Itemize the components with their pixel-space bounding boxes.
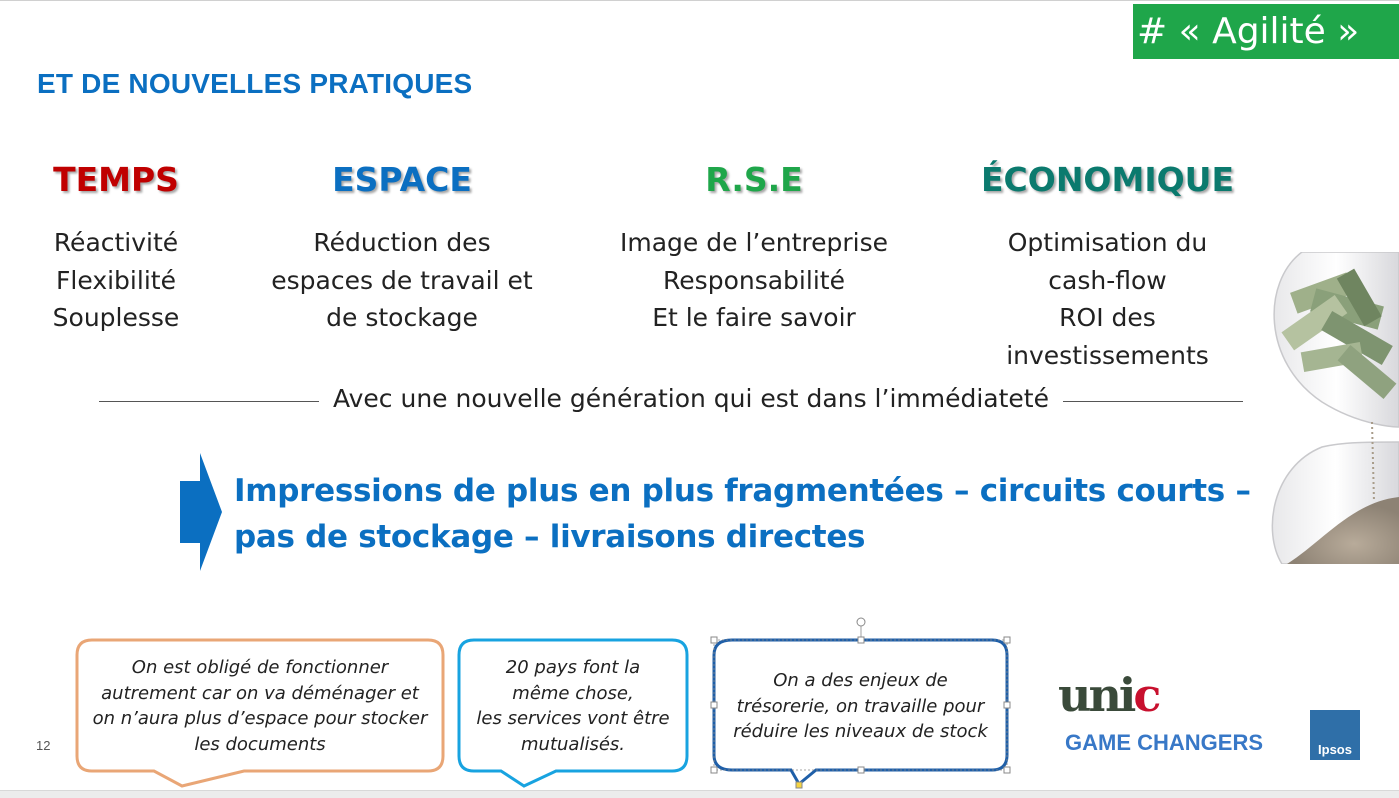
quote-bubble-treasury[interactable] xyxy=(706,614,1016,792)
column-heading: TEMPS xyxy=(53,160,179,199)
page-number: 12 xyxy=(36,738,51,753)
column-line: cash-flow xyxy=(1048,265,1167,295)
rotate-handle[interactable] xyxy=(857,618,865,626)
resize-handle[interactable] xyxy=(858,637,864,643)
bubble-line: 20 pays font la xyxy=(505,657,641,678)
column-heading: R.S.E xyxy=(705,160,803,199)
quote-bubble-countries xyxy=(456,638,690,790)
resize-handle[interactable] xyxy=(711,637,717,643)
slide-title: ET DE NOUVELLES PRATIQUES xyxy=(37,68,473,99)
bubble-line: mutualisés. xyxy=(521,733,625,755)
bubble-line: autrement car on va déménager et xyxy=(101,682,419,704)
column-line: ROI des xyxy=(1059,303,1156,332)
separator-text: Avec une nouvelle génération qui est dans l’immédiateté xyxy=(332,384,1049,413)
column-espace xyxy=(262,158,542,337)
bubble-line: On a des enjeux de xyxy=(773,670,948,691)
column-line: Responsabilité xyxy=(663,265,845,295)
column-line: de stockage xyxy=(326,303,478,332)
column-line: Optimisation du xyxy=(1007,228,1208,257)
column-economique xyxy=(965,158,1250,374)
column-line: Flexibilité xyxy=(56,265,176,295)
column-line: Réactivité xyxy=(53,228,179,257)
bubble-line: on n’aura plus d’espace pour stocker xyxy=(92,708,428,729)
bubble-line: réduire les niveaux de stock xyxy=(733,721,988,742)
column-line: Réduction des xyxy=(313,228,491,257)
hourglass-money-image xyxy=(1262,252,1399,564)
column-line: espaces de travail et xyxy=(271,265,533,295)
resize-handle[interactable] xyxy=(1004,767,1010,773)
resize-handle[interactable] xyxy=(858,767,864,773)
adjust-handle[interactable] xyxy=(796,782,802,788)
bubble-line: même chose, xyxy=(512,682,634,704)
chevron-arrow-icon xyxy=(180,453,222,571)
column-line: Souplesse xyxy=(52,303,180,332)
bubble-line: les services vont être xyxy=(476,708,670,729)
agility-tag: # « Agilité » xyxy=(1133,4,1399,59)
bubble-line: les documents xyxy=(194,733,326,755)
top-border xyxy=(0,0,1399,1)
resize-handle[interactable] xyxy=(1004,637,1010,643)
bubble-line: On est obligé de fonctionner xyxy=(131,657,389,678)
game-changers-logo: GAME CHANGERS xyxy=(1065,730,1264,755)
column-line: Et le faire savoir xyxy=(652,303,856,332)
unic-logo: unic xyxy=(1058,668,1159,722)
separator-line-right xyxy=(1063,401,1243,402)
impressions-line: Impressions de plus en plus fragmentées – circuits courts – xyxy=(234,473,1251,509)
column-heading: ESPACE xyxy=(332,160,472,199)
impressions-statement xyxy=(234,468,1251,560)
column-temps xyxy=(16,158,216,337)
resize-handle[interactable] xyxy=(711,767,717,773)
separator-line-left xyxy=(99,401,319,402)
impressions-line: pas de stockage – livraisons directes xyxy=(234,519,866,555)
quote-bubble-moving xyxy=(74,638,446,790)
bubble-line: trésorerie, on travaille pour xyxy=(736,695,985,717)
column-heading: ÉCONOMIQUE xyxy=(981,160,1234,199)
column-line: Image de l’entreprise xyxy=(620,228,888,257)
column-rse xyxy=(604,158,904,337)
column-line: investissements xyxy=(1006,340,1209,370)
ipsos-logo: Ipsos xyxy=(1310,710,1360,760)
